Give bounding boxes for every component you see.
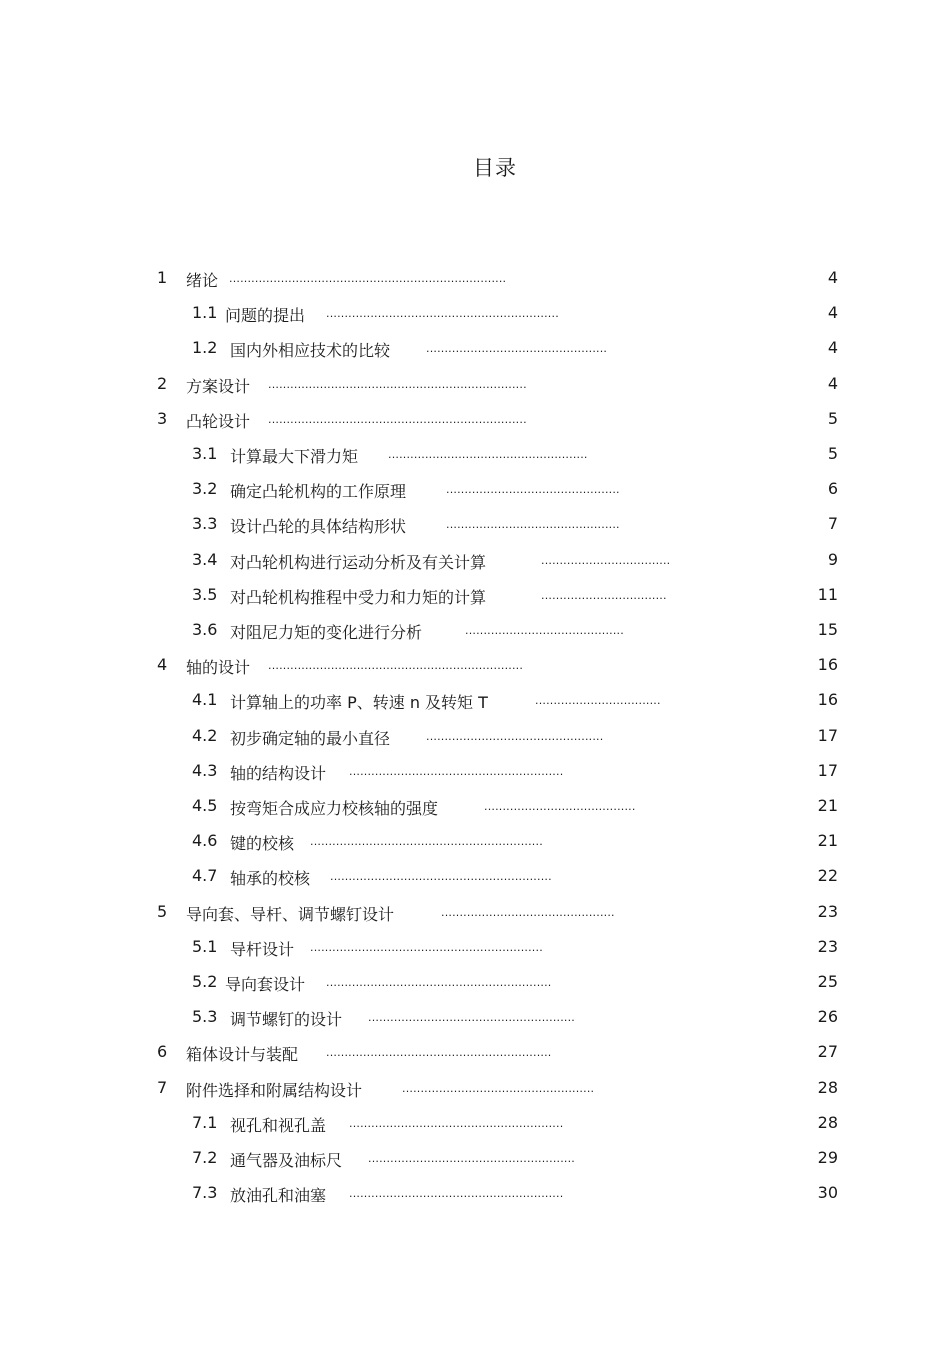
toc-entry-label: 轴的设计 — [186, 658, 251, 678]
toc-dot-leader: ........................................................ — [368, 1011, 576, 1025]
toc-dot-leader: ............................................... — [446, 483, 620, 497]
toc-page-number: 17 — [817, 760, 838, 780]
toc-entry-label: 按弯矩合成应力校核轴的强度 — [230, 799, 439, 818]
toc-entry-label: 初步确定轴的最小直径 — [230, 728, 391, 748]
toc-entry-number: 6 — [157, 1042, 168, 1062]
toc-entry-number: 2 — [157, 373, 168, 393]
toc-entry-number: 5.3 — [192, 1007, 218, 1027]
toc-entry-number: 4 — [157, 655, 168, 675]
toc-entry-label: 计算轴上的功率 P、转速 n 及转矩 T — [230, 693, 488, 713]
toc-page-number: 5 — [827, 408, 838, 428]
toc-dot-leader: ............................................................... — [310, 835, 543, 849]
toc-entry-label: 键的校核 — [230, 834, 295, 854]
toc-dot-leader: .......................................................... — [349, 764, 564, 778]
toc-page-number: 17 — [817, 725, 838, 745]
toc-entry[interactable] — [0, 929, 950, 964]
toc-page-number: 11 — [817, 584, 838, 604]
toc-page-number: 4 — [827, 338, 838, 358]
toc-page-number: 29 — [817, 1148, 838, 1167]
toc-entry-number: 3.4 — [192, 549, 218, 569]
toc-dot-leader: ...................................................................... — [268, 412, 527, 426]
toc-page-number: 9 — [827, 549, 838, 569]
toc-page-number: 25 — [817, 972, 838, 991]
toc-dot-leader: ..................................................................... — [268, 659, 524, 673]
toc-entry-number: 4.6 — [192, 831, 218, 851]
toc-page-number: 21 — [817, 831, 838, 851]
toc-entry-label: 方案设计 — [186, 376, 251, 396]
toc-dot-leader: ........................................... — [465, 624, 624, 637]
toc-entry-number: 3.1 — [192, 444, 218, 463]
toc-page-number: 6 — [827, 479, 838, 499]
toc-dot-leader: ............................................... — [441, 905, 615, 919]
toc-entry[interactable] — [0, 260, 950, 295]
toc-entry-number: 7.2 — [192, 1148, 218, 1167]
toc-entry[interactable] — [0, 1140, 950, 1175]
toc-entry-number: 4.1 — [192, 690, 218, 710]
toc-dot-leader: ............................................................ — [330, 870, 552, 884]
toc-page-number: 4 — [827, 373, 838, 393]
toc-entry-number: 4.7 — [192, 866, 218, 886]
toc-entry-number: 7.3 — [192, 1183, 218, 1203]
toc-entry[interactable] — [0, 295, 950, 330]
toc-entry-number: 1.2 — [192, 338, 218, 358]
toc-entry-number: 5.2 — [192, 972, 218, 991]
toc-entry-number: 4.2 — [192, 725, 218, 745]
toc-page-number: 23 — [817, 901, 838, 921]
toc-entry-number: 3 — [157, 408, 168, 428]
toc-dot-leader: ............................................................. — [326, 1046, 552, 1060]
toc-entry[interactable] — [0, 823, 950, 858]
toc-page-number: 23 — [817, 936, 838, 956]
toc-page-number: 4 — [827, 268, 838, 287]
toc-entry[interactable] — [0, 647, 950, 682]
toc-entry[interactable] — [0, 577, 950, 612]
toc-page-number: 28 — [817, 1112, 838, 1132]
toc-entry[interactable] — [0, 894, 950, 929]
toc-page-number: 21 — [817, 796, 838, 815]
toc-page-number: 16 — [817, 690, 838, 710]
toc-page-number: 4 — [827, 303, 838, 323]
toc-page-number: 30 — [817, 1183, 838, 1203]
toc-entry[interactable] — [0, 718, 950, 753]
toc-entry[interactable] — [0, 682, 950, 717]
toc-entry[interactable] — [0, 964, 950, 999]
toc-page-number: 15 — [817, 620, 838, 639]
toc-entry[interactable] — [0, 471, 950, 506]
toc-entry-label: 箱体设计与装配 — [186, 1045, 299, 1065]
toc-page-number: 26 — [817, 1007, 838, 1027]
toc-entry[interactable] — [0, 612, 950, 647]
toc-entry-label: 放油孔和油塞 — [230, 1186, 327, 1206]
toc-entry[interactable] — [0, 858, 950, 893]
toc-entry-label: 设计凸轮的具体结构形状 — [230, 517, 407, 537]
toc-entry-label: 对阻尼力矩的变化进行分析 — [230, 623, 423, 642]
toc-entry[interactable] — [0, 506, 950, 541]
toc-entry[interactable] — [0, 1105, 950, 1140]
toc-page-number: 16 — [817, 655, 838, 675]
toc-entry[interactable] — [0, 330, 950, 365]
toc-dot-leader: ................................................. — [426, 342, 608, 356]
toc-entry-number: 5.1 — [192, 936, 218, 956]
toc-entry-label: 轴承的校核 — [230, 869, 311, 889]
toc-entry-number: 4.5 — [192, 796, 218, 815]
toc-dot-leader: .................................................... — [402, 1081, 595, 1095]
toc-entry[interactable] — [0, 1070, 950, 1105]
toc-entry-number: 7 — [157, 1077, 168, 1097]
toc-entry-label: 绪论 — [186, 271, 219, 290]
toc-dot-leader: ................................................ — [426, 729, 604, 743]
toc-entry[interactable] — [0, 542, 950, 577]
toc-entry-number: 3.2 — [192, 479, 218, 499]
toc-entry-label: 轴的结构设计 — [230, 763, 327, 783]
toc-page-number: 27 — [817, 1042, 838, 1062]
toc-dot-leader: ............................................................. — [326, 976, 552, 989]
toc-entry-label: 附件选择和附属结构设计 — [186, 1080, 363, 1100]
toc-entry-number: 1.1 — [192, 303, 218, 323]
toc-entry-label: 导向套、导杆、调节螺钉设计 — [186, 904, 395, 924]
toc-page-number: 5 — [827, 444, 838, 463]
page-title: 目录 — [473, 156, 517, 180]
toc-dot-leader: ........................................................ — [368, 1152, 576, 1165]
toc-dot-leader: .................................. — [535, 694, 661, 708]
toc-entry[interactable] — [0, 366, 950, 401]
toc-entry[interactable] — [0, 436, 950, 471]
toc-entry[interactable] — [0, 753, 950, 788]
toc-dot-leader: ............................................... — [446, 518, 620, 532]
toc-entry-label: 通气器及油标尺 — [230, 1151, 343, 1170]
toc-dot-leader: ...................................................................... — [268, 377, 527, 391]
toc-entry-label: 对凸轮机构推程中受力和力矩的计算 — [230, 587, 487, 607]
toc-entry-number: 3.3 — [192, 514, 218, 534]
toc-entry-label: 对凸轮机构进行运动分析及有关计算 — [230, 552, 487, 572]
toc-entry-label: 视孔和视孔盖 — [230, 1115, 327, 1135]
toc-entry-number: 7.1 — [192, 1112, 218, 1132]
toc-entry-label: 确定凸轮机构的工作原理 — [230, 482, 407, 502]
toc-entry[interactable] — [0, 1034, 950, 1069]
toc-page-number: 22 — [817, 866, 838, 886]
toc-dot-leader: ......................................... — [484, 800, 636, 813]
toc-dot-leader: ............................................................... — [310, 940, 543, 954]
toc-entry-number: 3.6 — [192, 620, 218, 639]
toc-dot-leader: .......................................................... — [349, 1187, 564, 1201]
toc-entry[interactable] — [0, 1175, 950, 1210]
toc-page-number: 7 — [827, 514, 838, 534]
toc-page-number: 28 — [817, 1077, 838, 1097]
toc-entry-label: 计算最大下滑力矩 — [230, 447, 359, 466]
toc-entry-label: 调节螺钉的设计 — [230, 1010, 343, 1030]
toc-dot-leader: .................................. — [541, 588, 667, 602]
toc-entry-number: 1 — [157, 268, 168, 287]
toc-entry[interactable] — [0, 401, 950, 436]
toc-entry-label: 国内外相应技术的比较 — [230, 341, 391, 361]
toc-dot-leader: ...................................................... — [388, 448, 588, 461]
toc-entry[interactable] — [0, 999, 950, 1034]
toc-entry-number: 4.3 — [192, 760, 218, 780]
toc-entry-number: 5 — [157, 901, 168, 921]
toc-entry-label: 问题的提出 — [225, 306, 306, 326]
toc-entry-label: 导向套设计 — [225, 975, 306, 994]
toc-dot-leader: .......................................................... — [349, 1116, 564, 1130]
toc-entry-label: 凸轮设计 — [186, 411, 251, 431]
toc-dot-leader: ............................................................... — [326, 307, 559, 321]
toc-dot-leader: ........................................................................... — [229, 272, 507, 285]
toc-entry-label: 导杆设计 — [230, 939, 295, 959]
toc-entry-number: 3.5 — [192, 584, 218, 604]
toc-dot-leader: ................................... — [541, 553, 671, 567]
toc-entry[interactable] — [0, 788, 950, 823]
